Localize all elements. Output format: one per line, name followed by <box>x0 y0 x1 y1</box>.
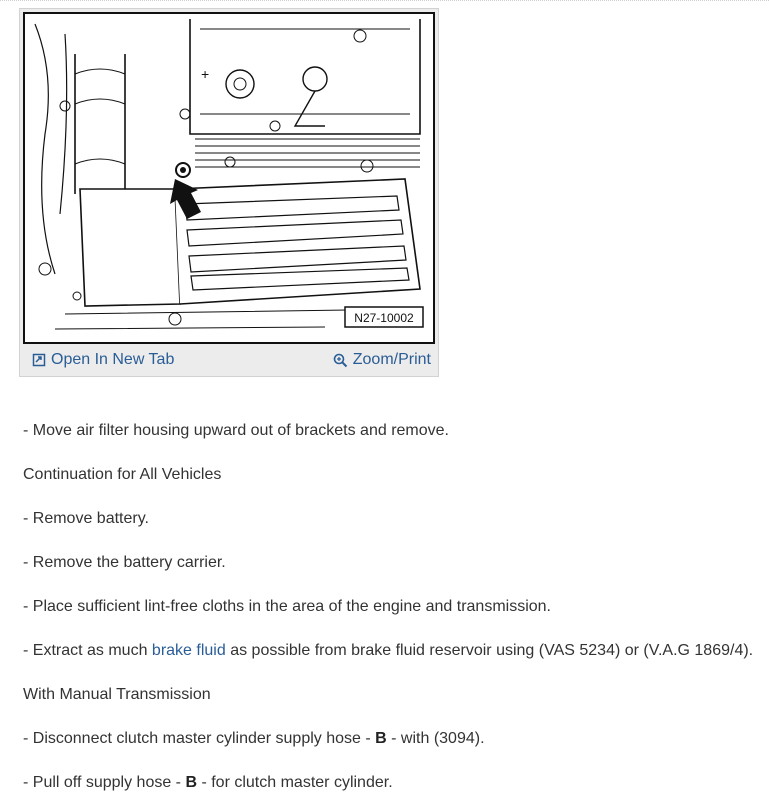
step-text: - Disconnect clutch master cylinder supply hose - <box>23 730 376 747</box>
heading-manual-transmission: With Manual Transmission <box>23 686 211 703</box>
step-remove-air-filter: - Move air filter housing upward out of brackets and remove. <box>23 422 449 439</box>
brake-fluid-link[interactable]: brake fluid <box>151 642 226 659</box>
figure-code: N27-10002 <box>354 311 414 325</box>
open-new-tab-icon <box>32 353 46 367</box>
engine-diagram[interactable] <box>23 12 435 344</box>
heading-all-vehicles: Continuation for All Vehicles <box>23 466 222 483</box>
step-pull-off-hose <box>23 773 393 793</box>
figure-panel <box>19 8 439 377</box>
step-place-cloths: - Place sufficient lint-free cloths in the area of the engine and transmission. <box>23 598 551 615</box>
step-text: - Extract as much <box>23 642 152 659</box>
zoom-print-label: Zoom/Print <box>352 351 431 368</box>
step-text: - with (3094). <box>386 730 485 747</box>
step-text: as possible from brake fluid reservoir using (VAS 5234) or (V.A.G 1869/4). <box>225 642 754 659</box>
step-remove-battery: - Remove battery. <box>23 510 149 527</box>
step-extract-brake-fluid <box>23 641 753 661</box>
component-label: B <box>185 774 198 791</box>
step-disconnect-hose <box>23 729 485 749</box>
svg-text:+: + <box>201 66 210 82</box>
top-divider <box>0 0 769 1</box>
magnifier-icon <box>333 353 348 368</box>
open-new-tab-link[interactable] <box>32 351 174 369</box>
engine-drawing <box>25 14 433 342</box>
zoom-print-link[interactable] <box>333 351 431 369</box>
step-text: - Pull off supply hose - <box>23 774 186 791</box>
open-new-tab-label: Open In New Tab <box>51 351 175 368</box>
step-remove-battery-carrier: - Remove the battery carrier. <box>23 554 226 571</box>
step-text: - for clutch master cylinder. <box>197 774 393 791</box>
component-label: B <box>375 730 387 747</box>
